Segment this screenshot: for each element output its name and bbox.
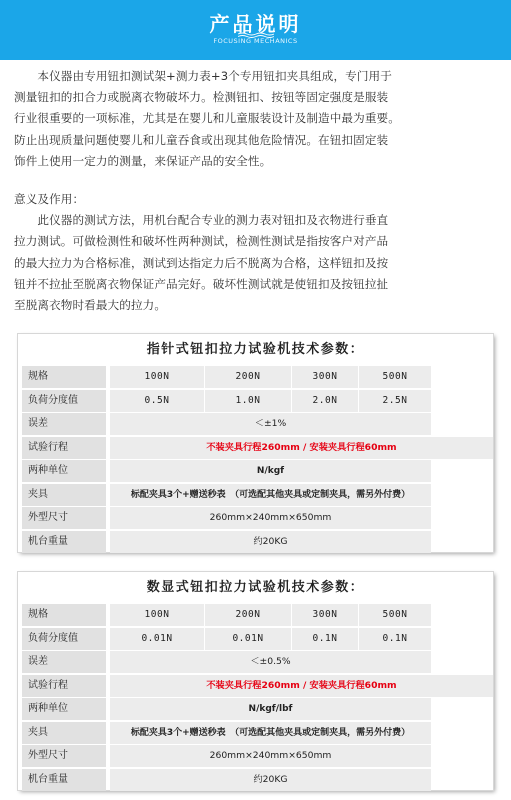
table-row-stroke <box>18 437 493 460</box>
row-label: 外型尺寸 <box>22 745 106 767</box>
spec-cell: 500N <box>359 366 431 388</box>
table-row-spec <box>18 604 493 627</box>
purpose-paragraph <box>14 189 500 316</box>
pointer-spec-table <box>18 334 493 552</box>
table-row-weight <box>18 769 493 792</box>
digital-spec-table <box>18 572 493 790</box>
units-cell: N/kgf/lbf <box>110 698 431 720</box>
division-cell: 0.01N <box>205 628 291 650</box>
division-cell: 0.1N <box>292 628 358 650</box>
purpose-heading: 意义及作用： <box>14 192 85 206</box>
spec-cell: 200N <box>205 366 291 388</box>
purpose-line: 至脱离衣物时看最大的拉力。 <box>14 297 167 312</box>
spec-cell: 200N <box>205 604 291 626</box>
row-label: 两种单位 <box>22 698 106 720</box>
table-row-division <box>18 628 493 651</box>
intro-line: 行业很重要的一项标准，尤其是在婴儿和儿童服装设计及制造中最为重要。 <box>14 111 400 126</box>
row-label: 规格 <box>22 366 106 388</box>
purpose-line: 钮并不拉扯至脱离衣物保证产品完好。破坏性测试就是使钮扣及按钮拉扯 <box>14 276 389 291</box>
error-cell: ＜±1% <box>110 413 431 435</box>
header-banner <box>0 0 511 60</box>
row-label: 夹具 <box>22 722 106 744</box>
division-cell: 0.1N <box>359 628 431 650</box>
table-row-error <box>18 413 493 436</box>
purpose-line: 此仪器的测试方法，用机台配合专业的测力表对钮扣及衣物进行垂直 <box>14 213 389 228</box>
row-label: 外型尺寸 <box>22 507 106 529</box>
error-cell: ＜±0.5% <box>110 651 431 673</box>
fixture-cell: 标配夹具3个+赠送秒表 （可选配其他夹具或定制夹具，需另外付费） <box>110 484 431 506</box>
division-cell: 2.0N <box>292 390 358 412</box>
table-row-units <box>18 698 493 721</box>
division-cell: 0.5N <box>110 390 204 412</box>
stroke-cell: 不装夹具行程260mm / 安装夹具行程60mm <box>110 675 493 697</box>
table-row-size <box>18 507 493 530</box>
row-label: 负荷分度值 <box>22 390 106 412</box>
fixture-cell: 标配夹具3个+赠送秒表 （可选配其他夹具或定制夹具，需另外付费） <box>110 722 431 744</box>
table-row-weight <box>18 531 493 554</box>
spec-cell: 300N <box>292 604 358 626</box>
table-row-stroke <box>18 675 493 698</box>
row-label: 误差 <box>22 413 106 435</box>
weight-cell: 约20KG <box>110 769 431 791</box>
row-label: 误差 <box>22 651 106 673</box>
row-label: 试验行程 <box>22 437 106 459</box>
table-title: 指针式钮扣拉力试验机技术参数： <box>146 342 365 357</box>
table-row-division <box>18 390 493 413</box>
row-label: 规格 <box>22 604 106 626</box>
table-row-fixture <box>18 722 493 745</box>
intro-line: 饰件上使用一定力的测量，来保证产品的安全性。 <box>14 153 272 168</box>
purpose-line: 拉力测试。可做检测性和破坏性两种测试，检测性测试是指按客户对产品 <box>14 234 389 249</box>
row-label: 机台重量 <box>22 769 106 791</box>
spec-cell: 100N <box>110 366 204 388</box>
spec-cell: 500N <box>359 604 431 626</box>
spec-cell: 100N <box>110 604 204 626</box>
units-cell: N/kgf <box>110 460 431 482</box>
division-cell: 1.0N <box>205 390 291 412</box>
division-cell: 2.5N <box>359 390 431 412</box>
table-row-units <box>18 460 493 483</box>
row-label: 两种单位 <box>22 460 106 482</box>
page-subtitle: FOCUSING MECHANICS <box>213 37 298 45</box>
table-row-size <box>18 745 493 768</box>
weight-cell: 约20KG <box>110 531 431 553</box>
row-label: 机台重量 <box>22 531 106 553</box>
intro-line: 本仪器由专用钮扣测试架+测力表+3个专用钮扣夹具组成，专门用于 <box>14 69 392 83</box>
table-title: 数显式钮扣拉力试验机技术参数： <box>146 580 365 595</box>
intro-line: 测量钮扣的扣合力或脱离衣物破坏力。检测钮扣、按钮等固定强度是服装 <box>14 90 389 105</box>
size-cell: 260mm×240mm×650mm <box>110 745 431 767</box>
stroke-cell: 不装夹具行程260mm / 安装夹具行程60mm <box>110 437 493 459</box>
table-row-fixture <box>18 484 493 507</box>
intro-paragraph <box>14 66 500 172</box>
table-row-spec <box>18 366 493 389</box>
row-label: 负荷分度值 <box>22 628 106 650</box>
row-label: 试验行程 <box>22 675 106 697</box>
intro-line: 防止出现质量问题使婴儿和儿童吞食或出现其他危险情况。在钮扣固定装 <box>14 132 389 147</box>
row-label: 夹具 <box>22 484 106 506</box>
spec-cell: 300N <box>292 366 358 388</box>
division-cell: 0.01N <box>110 628 204 650</box>
page-title: 产品说明 <box>209 12 302 36</box>
size-cell: 260mm×240mm×650mm <box>110 507 431 529</box>
purpose-line: 的最大拉力为合格标准，测试到达指定力后不脱离为合格，这样钮扣及按 <box>14 255 389 270</box>
table-row-error <box>18 651 493 674</box>
